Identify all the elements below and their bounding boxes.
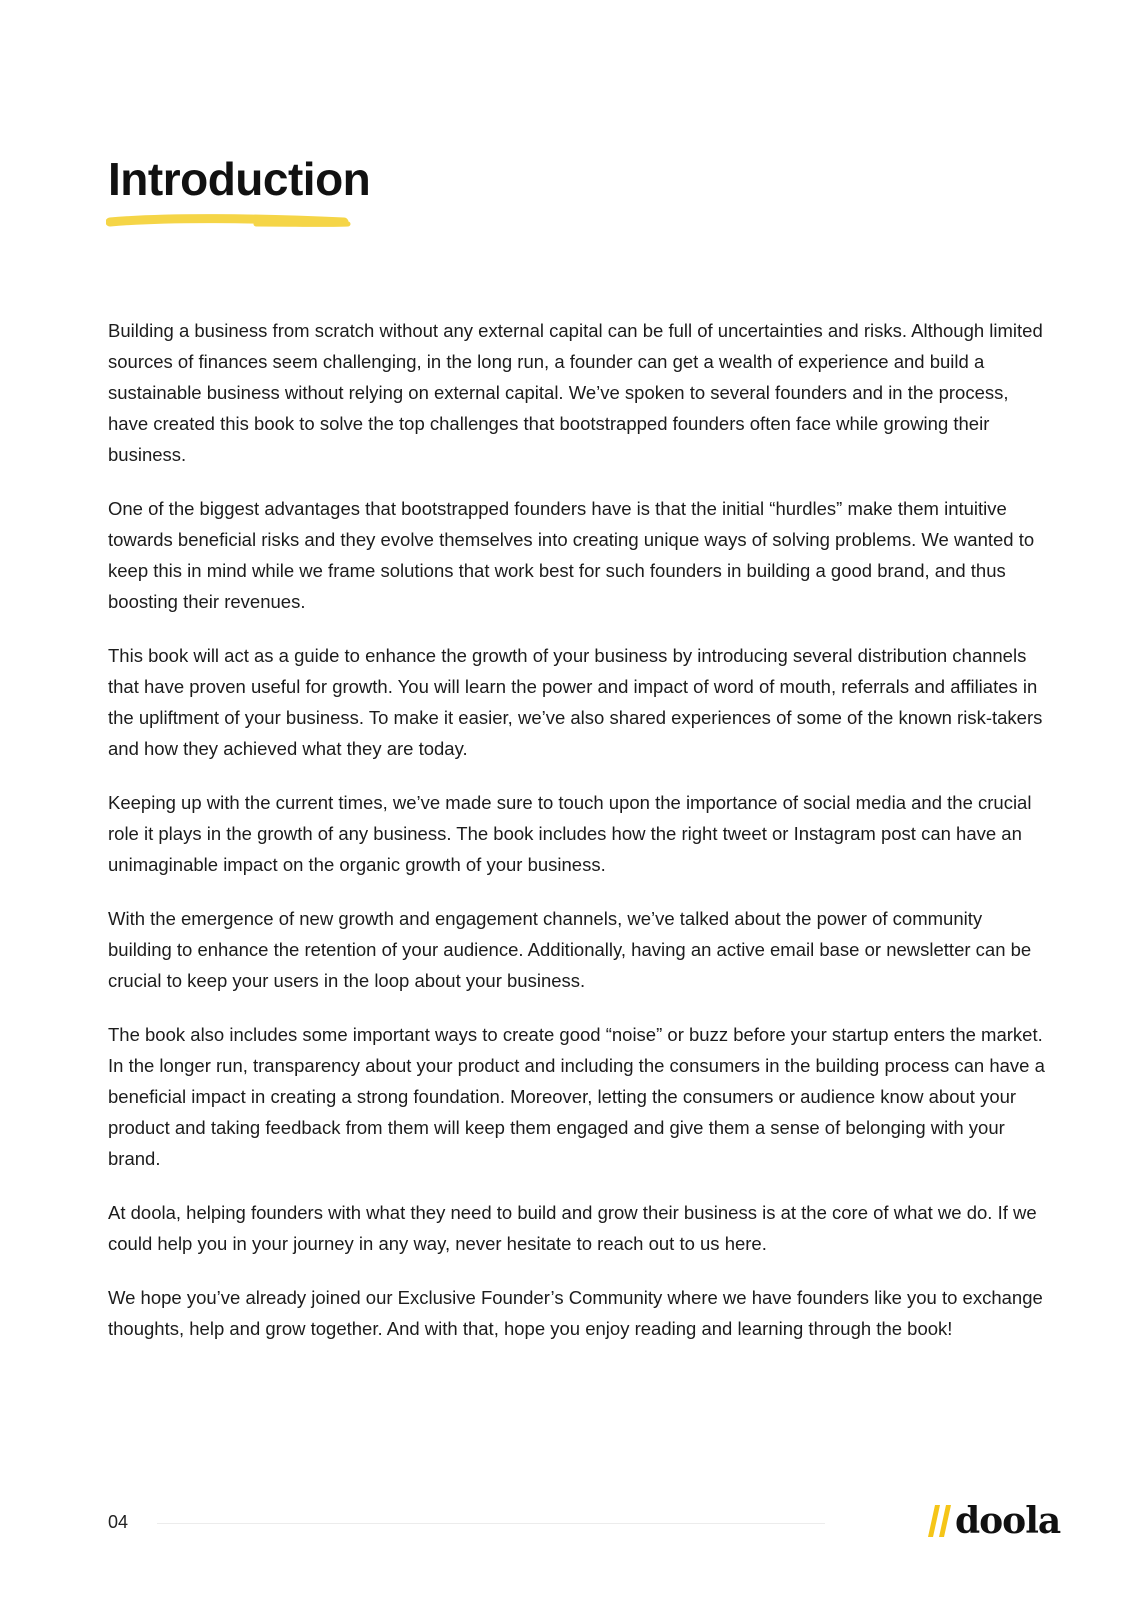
paragraph-2: One of the biggest advantages that bootstrapped founders have is that the initial “hurdles” make them intuitive towards beneficial risks and they evolve themselves into creating unique ways of solving problems. We wanted to keep this in mind while we frame solutions that work best for such founders in building a good brand, and thus boosting their revenues.: [108, 498, 1035, 612]
paragraph-8: We hope you’ve already joined our Exclusive Founder’s Community where we have founders like you to exchange thoughts, help and grow together. And with that, hope you enjoy reading and learning through the book!: [108, 1287, 1043, 1339]
paragraph-7: At doola, helping founders with what they need to build and grow their business is at the core of what we do. If we could help you in your journey in any way, never hesitate to reach out to us here.: [108, 1202, 1037, 1254]
logo-wordmark: doola: [955, 1500, 1061, 1542]
page-title: Introduction: [108, 153, 371, 205]
footer-divider: [157, 1523, 825, 1524]
paragraph-3: This book will act as a guide to enhance the growth of your business by introducing several distribution channels that have proven useful for growth. You will learn the power and impact of word of mouth, referrals and affiliates in the upliftment of your business. To make it easier, we’ve also shared experiences of some of the known risk-takers and how they achieved what they are today.: [108, 645, 1043, 759]
paragraph-4: Keeping up with the current times, we’ve made sure to touch upon the importance of social media and the crucial role it plays in the growth of any business. The book includes how the right tweet or Instagram post can have an unimaginable impact on the organic growth of your business.: [108, 792, 1032, 875]
paragraph-5: With the emergence of new growth and engagement channels, we’ve talked about the power of community building to enhance the retention of your audience. Additionally, having an active email base or newsletter can be crucial to keep your users in the loop about your business.: [108, 908, 1032, 991]
doola-logo: [928, 1498, 1060, 1544]
paragraph-1: Building a business from scratch without any external capital can be full of uncertainties and risks. Although limited sources of finances seem challenging, in the long run, a founder can get a wealth of experience and build a sustainable business without relying on external capital. We’ve spoken to several founders and in the process, have created this book to solve the top challenges that bootstrapped founders often face while growing their business.: [108, 320, 1043, 465]
paragraph-6: The book also includes some important ways to create good “noise” or buzz before your startup enters the market. In the longer run, transparency about your product and including the consumers in the building process can have a beneficial impact in creating a strong foundation. Moreover, letting the consumers or audience know about your product and taking feedback from them will keep them engaged and give them a sense of belonging with your brand.: [108, 1024, 1045, 1169]
body-text: [108, 315, 1048, 1367]
title-underline-stroke: [106, 214, 352, 230]
page-number: 04: [108, 1512, 129, 1532]
double-slash-icon: [928, 1503, 952, 1539]
